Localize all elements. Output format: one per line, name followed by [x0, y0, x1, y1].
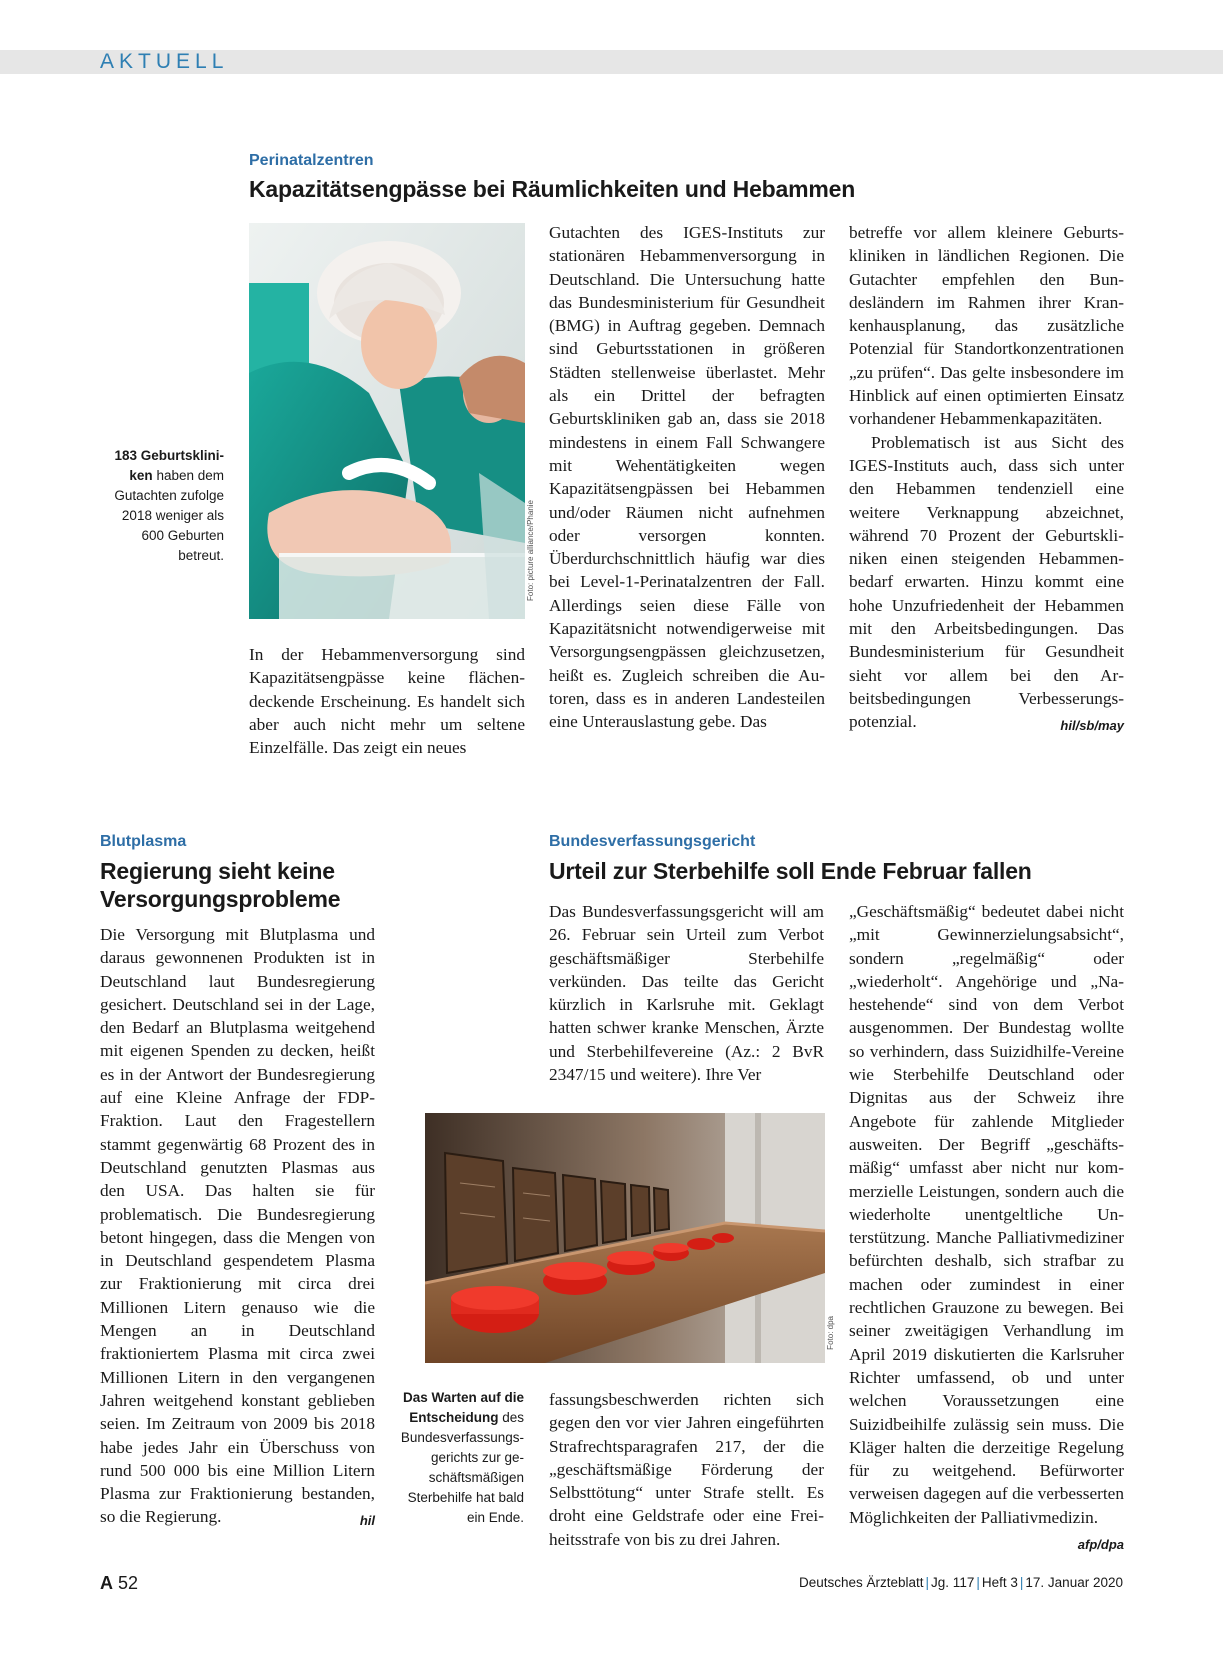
- article2-headline-line1: Regierung sieht keine: [100, 858, 335, 884]
- article3-column-1-top: [549, 900, 824, 1086]
- article3-col2: [849, 900, 1124, 1553]
- court-chairs-illustration: [425, 1113, 825, 1363]
- article3-photo-credit: Foto: dpa: [826, 1316, 835, 1350]
- journal-name: Deutsches Ärzteblatt: [798, 1575, 924, 1590]
- article2-signature: hil: [359, 1513, 375, 1529]
- article1-caption-bold: 183 Geburtskliniken: [114, 448, 224, 483]
- footer-separator: |: [1019, 1575, 1024, 1590]
- article1-caption-text: haben dem Gutachten zufolge 2018 weniger als 600 Geburten betreut.: [114, 468, 224, 563]
- article1-caption: [98, 446, 224, 566]
- article1-column-2: [549, 221, 825, 734]
- footer-separator: |: [925, 1575, 930, 1590]
- article1-headline: Kapazitätsengpässe bei Räumlichkeiten und Hebammen: [249, 176, 856, 202]
- article3-column-2: [849, 900, 1124, 1556]
- journal-volume: Jg. 117: [931, 1575, 975, 1590]
- article3-kicker: Bundesverfassungsgericht: [549, 833, 756, 850]
- article3-col1-part2: fassungsbeschwerden richten sich gegen den vor vier Jahren eingeführten Strafrechtsparagrafen 217, der die „geschäftsmäßige Förderung der Selbsttötung“ unter Strafe stellt. Es droht eine Geldstrafe oder eine Freiheitsstrafe von bis zu drei Jahren.: [549, 1390, 824, 1549]
- article1-column-1: [249, 643, 525, 759]
- article1-col3-para1: betreffe vor allem kleinere Geburtskliniken in ländlichen Regionen. Die Gutachter empfehlen den Bundesländern im Rahmen ihrer Krankenhausplanung, das zusätzliche Potenzial für Standortkonzentrationen „zu prüfen“. Das gelte insbesondere im Hinblick auf einen optimierten Einsatz vorhandener Hebammenkapazitäten.: [849, 223, 1124, 429]
- article1-col3-para2: [849, 431, 1124, 734]
- photo-court-chairs: [425, 1113, 825, 1363]
- article3-col2-text: „Geschäftsmäßig“ bedeutet dabei nicht „mit Gewinnerzielungsabsicht“, sondern „regelmäßig“ oder „wiederholt“. Angehörige und „Nahestehende“ sind von dem Verbot ausgenommen. Der Bundestag wollte so verhindern, dass Suizidhilfe-Vereine wie Sterbehilfe Deutschland oder Dignitas aus der Schweiz ihre Angebote für zahlende Mitglieder ausweiten. Der Begriff „geschäftsmäßig“ umfasst aber nicht nur kommerzielle Leistungen, sondern auch die wiederholte unentgeltliche Unterstützung. Manche Palliativmediziner befürchten deshalb, sich strafbar zu machen oder zumindest in einer rechtlichen Grauzone zu bewegen. Bei seiner zweitägigen Verhandlung im April 2019 diskutierten die Karlsruher Richter umfassend, ob und unter welchen Voraussetzungen eine Suizidbeihilfe zulässig sein muss. Die Kläger halten die derzeitige Regelung für zu weitgehend. Befürworter verweisen dagegen auf die verbesserten Möglichkeiten der Palliativmedizin.: [849, 902, 1124, 1527]
- article1-col2-text: Gutachten des IGES-Instituts zur stationären Hebammenversorgung in Deutschland. Die Untersuchung hatte das Bundesministerium für Gesundheit (BMG) in Auftrag gegeben. Demnach sind Geburtsstationen in größeren Städten stellenweise überlastet. Mehr als ein Drittel der befragten Geburtskliniken gab an, dass sie 2018 mindestens in einem Fall Schwangere mit Wehentätigkeiten wegen Kapazitätsengpässen bei Hebammen und/oder Räumen nicht aufnehmen oder versorgen konnten. Überdurchschnittlich häufig war dies bei Level-1-Perinatalzentren der Fall. Allerdings seien diese Fälle von Kapazitätsnicht notwendigerweise mit Versorgungsengpässen gleichzusetzen, heißt es. Zugleich schreiben die Autoren, dass es in anderen Landesteilen eine Unterauslastung gebe. Das: [549, 223, 825, 732]
- article3-caption: [399, 1388, 524, 1528]
- article3-col1-part1: Das Bundesverfassungsgericht will am 26. Februar sein Urteil zum Verbot geschäftsmäßiger Sterbehilfe verkünden. Das teilte das Gericht kürzlich in Karlsruhe mit. Geklagt hatten schwer kranke Menschen, Ärzte und Sterbehilfevereine (Az.: 2 BvR 2347/15 und weitere). Ihre Ver: [549, 902, 824, 1085]
- article2-headline: [100, 857, 340, 913]
- article2-body-text: Die Versorgung mit Blutplasma und daraus gewonnenen Produkten ist in Deutschland laut Bundesregierung gesichert. Deutschland sei in der Lage, den Bedarf an Blutplasma weitgehend mit eigenen Spenden zu decken, heißt es in der Antwort der Bundesregierung auf eine Kleine Anfrage der FDP-Fraktion. Laut den Fragestellern stammt gegenwärtig 68 Prozent des in Deutschland genutzten Plasmas aus den USA. Das halten sie für problematisch. Die Bundesregierung betont hingegen, dass die Mengen von in Deutschland gespendetem Plasma zur Fraktionierung mit circa drei Millionen Litern genauso wie die Mengen an in Deutschland fraktioniertem Plasma mit circa zwei Millionen Litern in den vergangenen Jahren weitgehend konstant geblieben seien. Im Zeitraum von 2009 bis 2018 habe jedes Jahr ein Überschuss von rund 500 000 bis eine Million Litern Plasma zur Fraktionierung bestanden, so die Regierung.: [100, 925, 375, 1527]
- page-number: [100, 1572, 138, 1594]
- article2-headline-line2: Versorgungsprobleme: [100, 886, 341, 912]
- photo-midwife: [249, 223, 525, 619]
- article3-caption-text: des Bundesverfassungsgerichts zur geschäftsmäßigen Sterbehilfe hat bald ein Ende.: [400, 1410, 524, 1525]
- article3-column-1-bottom: [549, 1388, 824, 1551]
- article1-kicker: Perinatalzentren: [249, 152, 374, 169]
- article1-col1-text: In der Hebammenversorgung sind Kapazitätsengpässe keine flächendeckende Erscheinung. Es handelt sich aber auch nicht mehr um seltene Einzelfälle. Das zeigt ein neues: [249, 645, 525, 758]
- journal-date: 17. Januar 2020: [1025, 1575, 1123, 1590]
- page-prefix: A: [100, 1573, 113, 1593]
- article3-signature: afp/dpa: [1077, 1537, 1124, 1553]
- article2-column: [100, 923, 375, 1533]
- article2-kicker: Blutplasma: [100, 833, 187, 850]
- article2-body: [100, 923, 375, 1529]
- footer-separator: |: [976, 1575, 980, 1590]
- article1-photo-credit: Foto: picture alliance/Phanie: [526, 500, 535, 601]
- page-number-value: 52: [118, 1573, 139, 1593]
- article3-caption-bold: Das Warten auf die Entscheidung: [402, 1390, 524, 1425]
- article1-column-3: [849, 221, 1124, 738]
- article1-col3-para2-text: Problematisch ist aus Sicht des IGES-Instituts auch, dass sich unter den Hebammen tendenziell eine weitere Verknappung abzeichnet, während 70 Prozent der Geburtskliniken einen steigenden Hebammenbedarf erwarten. Hinzu kommt eine hohe Unzufriedenheit der Hebammen mit den Arbeitsbedingungen. Das Bundesministerium für Gesundheit sieht vor allem bei den Arbeitsbedingungen Verbesserungspotenzial.: [849, 432, 1124, 732]
- midwife-illustration: [249, 223, 525, 619]
- journal-issue: Heft 3: [981, 1575, 1018, 1590]
- section-label: AKTUELL: [100, 50, 229, 73]
- article3-headline: Urteil zur Sterbehilfe soll Ende Februar fallen: [549, 858, 1032, 884]
- article1-signature: hil/sb/may: [1060, 718, 1124, 734]
- journal-reference: [799, 1574, 1123, 1592]
